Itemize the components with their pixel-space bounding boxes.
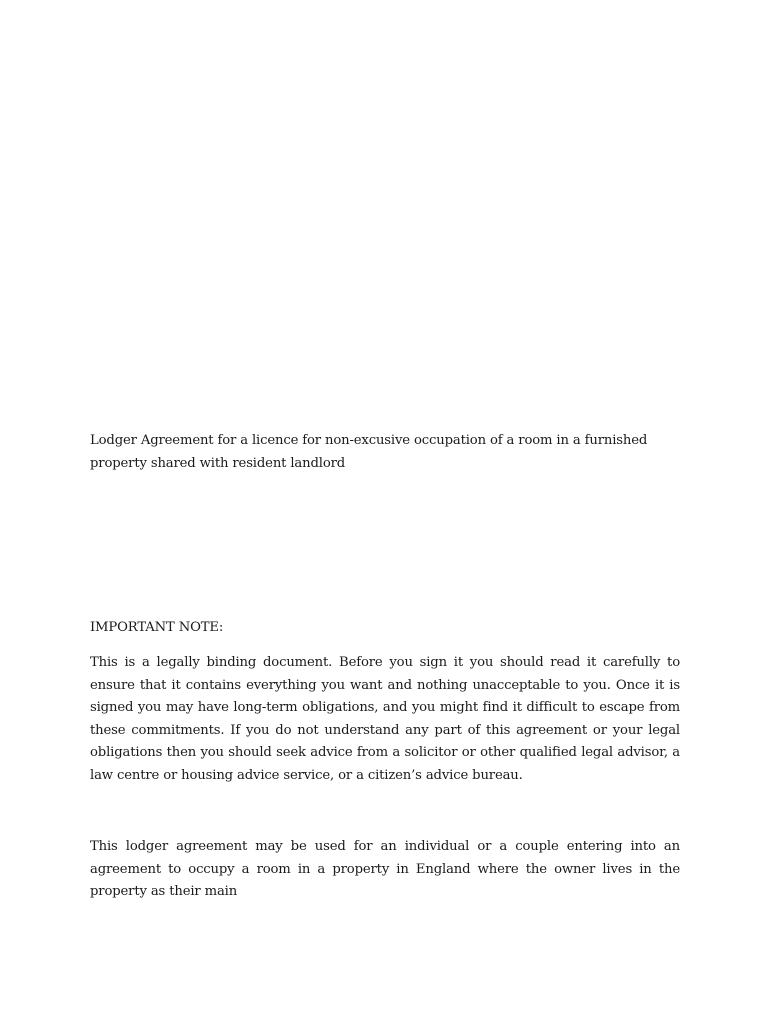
document-title: Lodger Agreement for a licence for non-excusive occupation of a room in a furnished property shared with resident landlord [90,433,648,471]
usage-paragraph: This lodger agreement may be used for an individual or a couple entering into an agreement to occupy a room in a property in England where the owner lives in the property as their main [90,839,680,899]
important-note-paragraph: This is a legally binding document. Before you sign it you should read it carefully to ensure that it contains everything you want and nothing unacceptable to you. Once it is signed you may have long-term obligations, and you might find it difficult to escape from these commitments. If you do not understand any part of this agreement or your legal obligations then you should seek advice from a solicitor or other qualified legal advisor, a law centre or housing advice service, or a citizen’s advice bureau. [90,655,680,783]
important-note-heading: IMPORTANT NOTE: [90,620,224,635]
